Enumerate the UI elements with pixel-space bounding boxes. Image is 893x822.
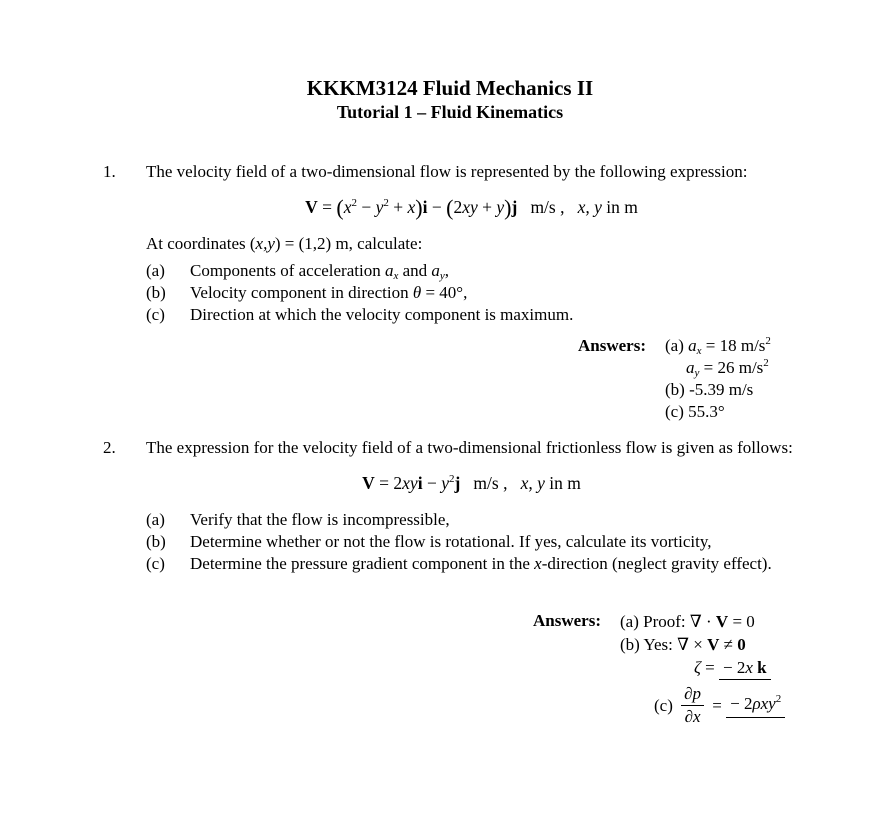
text-run: The expression for the velocity field of a two-dimensional frictionless flow is given as follows:: [146, 438, 793, 457]
text-run: Determine whether or not the flow is rotational. If yes, calculate its vorticity,: [190, 532, 712, 551]
answers-2: [533, 610, 797, 728]
math-vars: x, y: [577, 197, 602, 217]
answers-2-list: [620, 610, 785, 728]
problem-2-item-b: [146, 531, 797, 553]
math-var-a: a: [384, 261, 394, 280]
math-coefficient: − 2: [730, 694, 753, 713]
item-label: (c): [146, 305, 165, 324]
text-run: At coordinates (: [146, 234, 256, 253]
text-run: (a): [665, 336, 689, 355]
problem-2-item-c: [146, 553, 797, 575]
underlined-value: [719, 658, 771, 680]
math-units: m/s ,: [517, 197, 578, 217]
math-op: =: [708, 695, 727, 715]
equation-2: [146, 469, 797, 497]
fraction-denominator: ∂x: [684, 706, 701, 726]
text-run: Determine the pressure gradient component in the: [190, 554, 535, 573]
math-nabla-cross: ∇ ×: [677, 635, 708, 654]
math-vars: x,y: [255, 234, 275, 253]
math-op: =: [317, 197, 337, 217]
math-var-rho-xy: ρxy: [752, 694, 776, 713]
text-run: ,: [444, 261, 450, 280]
math-unit-vector-j: j: [454, 473, 461, 493]
math-units: m/s ,: [460, 473, 521, 493]
math-paren: ): [415, 195, 423, 220]
math-op: −: [356, 197, 376, 217]
math-unit-vector-k: k: [752, 658, 767, 677]
text-run: (c) 55.3°: [665, 402, 725, 421]
math-unit-vector-i: i: [422, 197, 428, 217]
problem-2-body: [146, 437, 797, 575]
answer-1a-ax: [665, 335, 771, 357]
answers-1-label: Answers:: [578, 336, 646, 355]
item-label: (b): [146, 532, 166, 551]
item-text: [190, 304, 797, 326]
math-var-zeta: ζ: [694, 658, 701, 677]
math-exponent: 2: [765, 335, 771, 347]
item-text: [190, 531, 797, 553]
math-coefficient: 2: [453, 197, 463, 217]
item-text: [190, 553, 797, 575]
math-exponent: 2: [763, 357, 769, 369]
math-vector-V: V: [305, 197, 318, 217]
item-label: (a): [146, 261, 165, 280]
problem-1-body: [146, 161, 797, 326]
problem-2-intro: [146, 437, 797, 459]
answer-1a-ay: [665, 357, 771, 379]
math-subscript-x: x: [393, 270, 399, 282]
math-var-y: y: [375, 197, 384, 217]
text-run: = 0: [728, 612, 755, 631]
text-run: and: [398, 261, 432, 280]
text-run: Components of acceleration: [190, 261, 385, 280]
math-op: −: [422, 473, 442, 493]
item-text: [190, 509, 797, 531]
math-var-x: x: [407, 197, 416, 217]
item-label: (c): [146, 554, 165, 573]
text-run: (b) Yes:: [620, 635, 678, 654]
math-vars: x, y: [520, 473, 545, 493]
math-var-x: x: [745, 658, 753, 677]
answer-2a: [620, 610, 785, 633]
text-run: = 18 m/s: [701, 336, 766, 355]
answers-1: [578, 335, 797, 423]
answer-1c: [665, 401, 771, 423]
problem-2: [103, 437, 797, 575]
math-bold-zero: 0: [737, 635, 746, 654]
text-run: The velocity field of a two-dimensional flow is represented by the following expression:: [146, 162, 748, 181]
document-header: [103, 76, 797, 123]
math-var-a: a: [431, 261, 440, 280]
math-unit-vector-i: i: [417, 473, 423, 493]
problem-2-item-a: [146, 509, 797, 531]
fraction-dp-dx: [681, 684, 704, 727]
answer-1b: [665, 379, 771, 401]
equation-1: [146, 193, 797, 221]
math-var-a: a: [688, 336, 697, 355]
text-run: Verify that the flow is incompressible,: [190, 510, 450, 529]
math-vector-V: V: [362, 473, 375, 493]
text-run: ) = (1,2) m, calculate:: [274, 234, 423, 253]
problem-1-intro: [146, 161, 797, 183]
math-coefficient: − 2: [722, 658, 746, 677]
math-nabla-dot: ∇ ·: [689, 612, 716, 631]
math-op: =: [700, 658, 719, 677]
math-op: ≠: [719, 635, 738, 654]
math-exponent: 2: [448, 473, 455, 485]
underlined-value: [726, 692, 785, 718]
text-run: Velocity component in direction: [190, 283, 413, 302]
math-vector-V: V: [715, 612, 729, 631]
math-var-x: x: [534, 554, 542, 573]
text-run: Direction at which the velocity component is maximum.: [190, 305, 574, 324]
math-op: = 2: [374, 473, 403, 493]
problem-1: [103, 161, 797, 326]
answer-2c: [620, 682, 785, 728]
item-text: [190, 260, 797, 282]
math-op: +: [477, 197, 497, 217]
text-run: -direction (neglect gravity effect).: [541, 554, 772, 573]
text-run: = 26 m/s: [699, 358, 764, 377]
math-var-a: a: [686, 358, 695, 377]
math-subscript-y: y: [439, 270, 445, 282]
problem-1-number: 1.: [103, 162, 116, 181]
math-exponent: 2: [775, 693, 782, 705]
problem-1-item-c: [146, 304, 797, 326]
math-paren: (: [336, 195, 344, 220]
answers-1-list: [665, 335, 771, 423]
answer-2b-vorticity: [620, 656, 785, 679]
text-run: (b) -5.39 m/s: [665, 380, 754, 399]
answers-2-label: Answers:: [533, 611, 601, 630]
problem-1-item-b: [146, 282, 797, 304]
math-subscript-y: y: [694, 367, 700, 379]
math-op: −: [427, 197, 447, 217]
math-vector-V: V: [707, 635, 720, 654]
item-label: (a): [146, 510, 165, 529]
math-units: in m: [601, 197, 638, 217]
problem-1-item-a: [146, 260, 797, 282]
math-var-y: y: [496, 197, 505, 217]
answer-2b: [620, 633, 785, 656]
math-var-x: x: [343, 197, 352, 217]
math-exponent: 2: [383, 197, 389, 209]
math-exponent: 2: [351, 197, 357, 209]
math-var-xy: xy: [462, 197, 478, 217]
math-paren: (: [446, 195, 454, 220]
text-run: (c): [654, 695, 678, 715]
math-var-xy: xy: [402, 473, 418, 493]
problem-2-number: 2.: [103, 438, 116, 457]
problem-2-items: [146, 509, 797, 575]
math-paren: ): [504, 195, 512, 220]
text-run: (a) Proof:: [620, 612, 690, 631]
math-var-theta: θ: [412, 283, 422, 302]
item-label: (b): [146, 283, 166, 302]
item-text: [190, 282, 797, 304]
problem-1-coordinates: [146, 233, 797, 255]
fraction-numerator: ∂p: [681, 684, 704, 706]
text-run: = 40°,: [421, 283, 468, 302]
math-units: in m: [544, 473, 581, 493]
doc-subtitle: Tutorial 1 – Fluid Kinematics: [336, 102, 564, 122]
problem-1-items: [146, 260, 797, 326]
math-op: +: [388, 197, 408, 217]
math-unit-vector-j: j: [511, 197, 518, 217]
math-var-y: y: [441, 473, 449, 493]
math-subscript-x: x: [696, 345, 702, 357]
doc-title: KKKM3124 Fluid Mechanics II: [306, 76, 594, 100]
